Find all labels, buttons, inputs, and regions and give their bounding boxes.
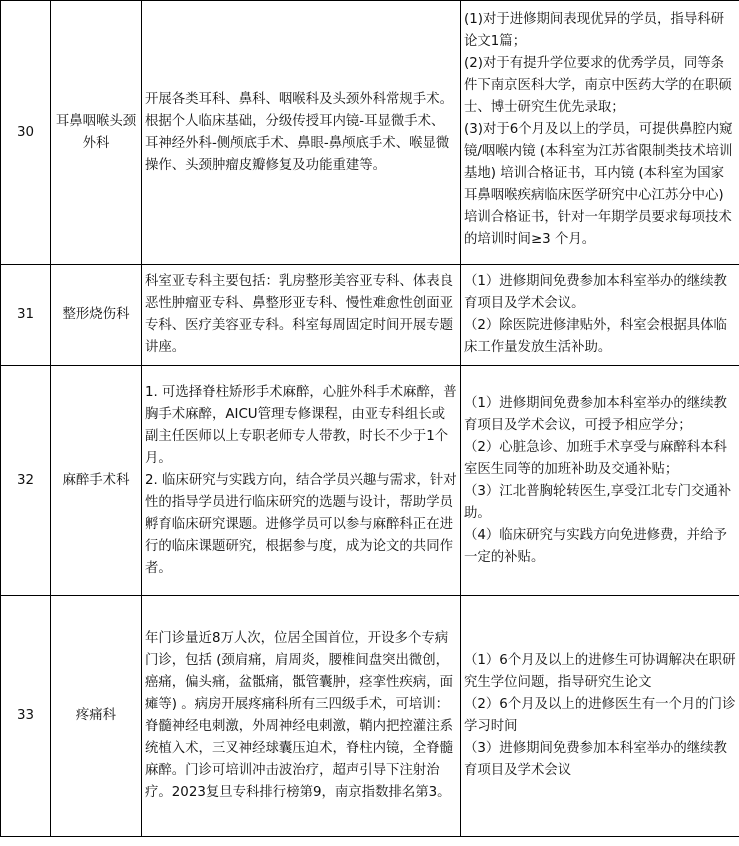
benefit-item: (3)对于6个月及以上的学员，可提供鼻腔内窥镜/咽喉内镜 (本科室为江苏省限制类技术培训基地) 培训合格证书，耳内镜 (本科室为国家耳鼻咽喉疾病临床医学研究中心江苏分中心) 培训合格证书，针对一年期学员要求每项技术的培训时间≥3 个月。 bbox=[464, 122, 733, 247]
row-number: 31 bbox=[1, 265, 51, 366]
content-paragraph: 2. 临床研究与实践方向，结合学员兴趣与需求，针对性的指导学员进行临床研究的选题与设计，帮助学员孵育临床研究课题。进修学员可以参与麻醉科正在进行的临床课题研究，根据参与度，成为论文的共同作者。 bbox=[145, 472, 457, 576]
table-row bbox=[1, 1, 739, 265]
content-paragraph: 科室亚专科主要包括：乳房整形美容亚专科、体表良恶性肿瘤亚专科、鼻整形亚专科、慢性难愈性创面亚专科、医疗美容亚专科。科室每周固定时间开展专题讲座。 bbox=[145, 274, 453, 355]
benefit-item: （1）6个月及以上的进修生可协调解决在职研究生学位问题，指导研究生论文 bbox=[464, 653, 736, 690]
content-paragraph: 年门诊量近8万人次，位居全国首位，开设多个专病门诊，包括 (颈肩痛，肩周炎，腰椎间盘突出微创，癌痛，偏头痛，盆骶痛，骶管囊肿，痉挛性疾病，面瘫等) 。病房开展疼痛科所有三四级手术，可培训：脊髓神经电刺激，外周神经电刺激，鞘内把控灌注系统植入术，三叉神经球囊压迫术，脊柱内镜，全脊髓麻醉。门诊可培训冲击波治疗，超声引导下注射治疗。2023复旦专科排行榜第9，南京指数排名第3。 bbox=[145, 631, 453, 800]
benefit-item: (2)对于有提升学位要求的优秀学员，同等条件下南京医科大学，南京中医药大学的在职硕士、博士研究生优先录取； bbox=[464, 56, 732, 115]
trainee-benefits bbox=[461, 265, 739, 366]
training-content bbox=[142, 265, 461, 366]
department-name: 耳鼻咽喉头颈外科 bbox=[51, 1, 142, 265]
benefit-item: （3）江北普胸轮转医生,享受江北专门交通补助。 bbox=[464, 483, 732, 521]
benefit-item: （4）临床研究与实践方向免进修费，并给予一定的补贴。 bbox=[464, 527, 727, 565]
training-content bbox=[142, 366, 461, 596]
benefit-item: (1)对于进修期间表现优异的学员，指导科研论文1篇； bbox=[464, 12, 724, 49]
trainee-benefits bbox=[461, 1, 739, 265]
row-number: 30 bbox=[1, 1, 51, 265]
department-name: 疼痛科 bbox=[51, 596, 142, 837]
content-paragraph: 1. 可选择脊柱矫形手术麻醉，心脏外科手术麻醉，普胸手术麻醉，AICU管理专修课程，由亚专科组长或副主任医师以上专职老师专人带教，时长不少于1个月。 bbox=[145, 384, 457, 466]
trainee-benefits bbox=[461, 366, 739, 596]
benefit-item: （2）6个月及以上的进修医生有一个月的门诊学习时间 bbox=[464, 697, 736, 734]
benefit-item: （1）进修期间免费参加本科室举办的继续教育项目及学术会议，可授予相应学分； bbox=[464, 395, 727, 433]
row-number: 32 bbox=[1, 366, 51, 596]
department-name: 整形烧伤科 bbox=[51, 265, 142, 366]
training-content bbox=[142, 1, 461, 265]
content-paragraph: 开展各类耳科、鼻科、咽喉科及头颈外科常规手术。根据个人临床基础，分级传授耳内镜-耳显微手术、耳神经外科-侧颅底手术、鼻眼-鼻颅底手术、喉显微操作、头颈肿瘤皮瓣修复及功能重建等。 bbox=[145, 91, 453, 173]
department-name: 麻醉手术科 bbox=[51, 366, 142, 596]
trainee-benefits bbox=[461, 596, 739, 837]
benefit-item: （2）除医院进修津贴外，科室会根据具体临床工作量发放生活补助。 bbox=[464, 318, 727, 355]
table-row bbox=[1, 596, 739, 837]
row-number: 33 bbox=[1, 596, 51, 837]
training-content bbox=[142, 596, 461, 837]
table-row bbox=[1, 265, 739, 366]
table-row bbox=[1, 366, 739, 596]
benefit-item: （2）心脏急诊、加班手术享受与麻醉科本科室医生同等的加班补助及交通补贴； bbox=[464, 439, 727, 477]
benefit-item: （1）进修期间免费参加本科室举办的继续教育项目及学术会议。 bbox=[464, 274, 727, 311]
benefit-item: （3）进修期间免费参加本科室举办的继续教育项目及学术会议 bbox=[464, 741, 727, 778]
